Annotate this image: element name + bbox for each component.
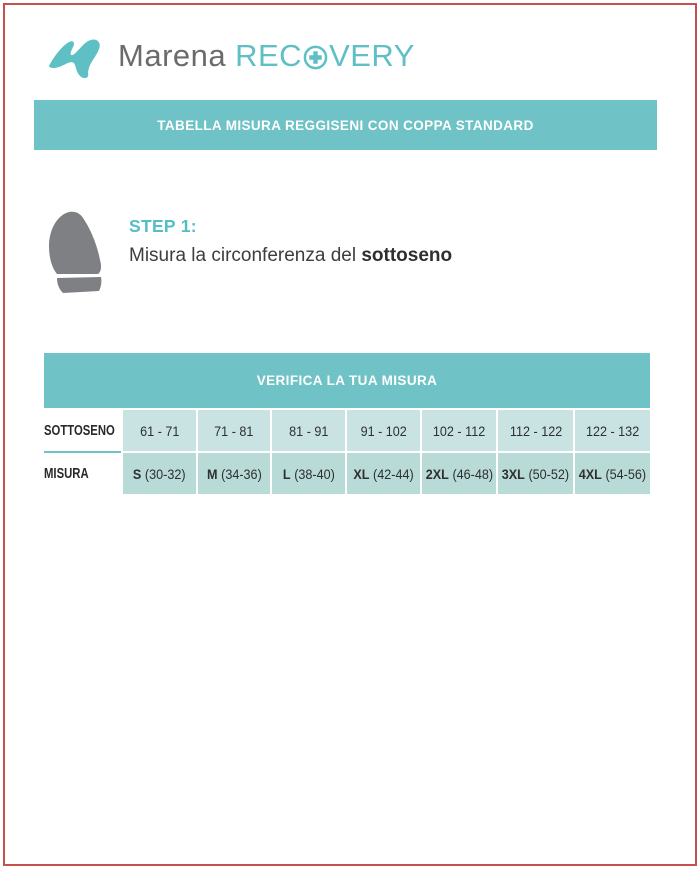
- table-cell: 71 - 81: [198, 410, 271, 451]
- size-table-header: [44, 353, 650, 408]
- table-cell: 102 - 112: [422, 410, 497, 451]
- size-table-header-text: VERIFICA LA TUA MISURA: [256, 373, 438, 388]
- table-cell: 112 - 122: [498, 410, 573, 451]
- table-cell: 61 - 71: [123, 410, 196, 451]
- step1-instruction-bold: sottoseno: [361, 245, 453, 266]
- brand-logo: [46, 30, 415, 82]
- bra-profile-icon: [45, 210, 111, 294]
- table-cell: 2XL (46-48): [422, 453, 497, 494]
- brand-name: Marena: [118, 38, 227, 73]
- step1-section: [45, 210, 452, 294]
- table-cell: 3XL (50-52): [498, 453, 573, 494]
- step1-instruction-text: Misura la circonferenza del: [129, 245, 357, 266]
- marena-swoosh-icon: [46, 32, 108, 80]
- row-label-sottoseno: SOTTOSENO: [44, 410, 121, 451]
- table-cell: 4XL (54-56): [575, 453, 650, 494]
- circled-plus-icon: [303, 45, 328, 70]
- product-name-suffix: VERY: [329, 38, 415, 73]
- product-name-prefix: REC: [235, 38, 303, 73]
- step1-body: [129, 210, 452, 294]
- table-cell: M (34-36): [198, 453, 271, 494]
- table-cell: 91 - 102: [347, 410, 420, 451]
- logo-text: [118, 38, 415, 74]
- table-cell: S (30-32): [123, 453, 196, 494]
- table-cell: 81 - 91: [272, 410, 345, 451]
- size-table-grid: [44, 410, 650, 494]
- product-name: [235, 38, 415, 74]
- size-table: [44, 353, 650, 494]
- table-cell: L (38-40): [272, 453, 345, 494]
- title-banner-text: TABELLA MISURA REGGISENI CON COPPA STANDARD: [157, 117, 534, 133]
- table-cell: XL (42-44): [347, 453, 420, 494]
- label-row-divider: [44, 451, 121, 453]
- table-cell: 122 - 132: [575, 410, 650, 451]
- step1-label: STEP 1:: [129, 216, 197, 236]
- title-banner: [34, 100, 657, 150]
- step1-instruction: [129, 245, 452, 267]
- row-label-misura: MISURA: [44, 453, 121, 494]
